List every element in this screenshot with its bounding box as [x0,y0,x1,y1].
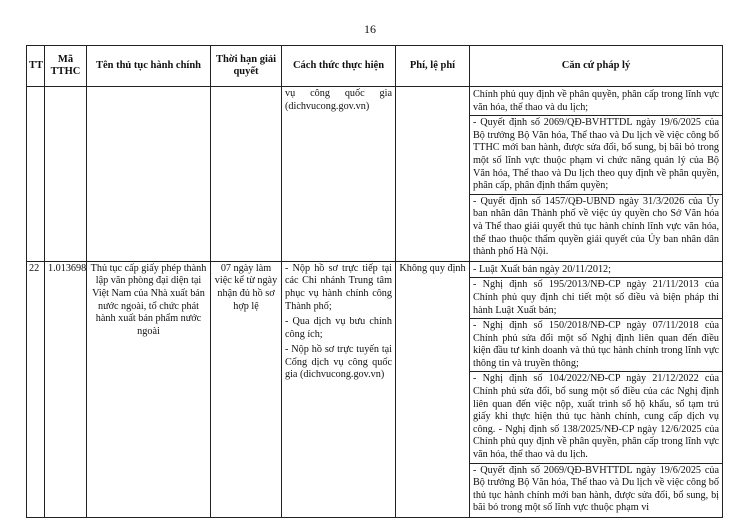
cell-tt [27,87,45,262]
cell-method [282,261,396,517]
cell-fee [396,87,470,262]
cell-legal [470,261,723,517]
header-tt: TT [27,46,45,87]
legal-basis-item: - Quyết định số 1457/QĐ-UBND ngày 31/3/2026 của Ủy ban nhân dân Thành phố về việc ủy quyền cho Sở Văn hóa và Thể thao giải quyết thủ tục hành chính lĩnh vực văn hóa, thể thao thuộc thẩm quyền giải quyết của Ủy ban nhân dân thành phố Hà Nội. [473,195,719,258]
header-fee: Phí, lệ phí [396,46,470,87]
procedures-table [26,45,723,518]
cell-fee: Không quy định [396,261,470,517]
page-number: 16 [364,22,376,36]
cell-code [45,87,87,262]
header-legal: Căn cứ pháp lý [470,46,723,87]
legal-basis-item: - Quyết định số 2069/QĐ-BVHTTDL ngày 19/6/2025 của Bộ trưởng Bộ Văn hóa, Thể thao và Du lịch về việc công bố TTHC mới ban hành, được sửa đổi, bổ sung, bị bãi bỏ trong một số lĩnh vực thuộc phạm vi chức năng quản lý của Bộ Văn hóa, Thể thao và Du lịch theo quy định về phân quyền, phân cấp, phân định thẩm quyền; [470,116,722,195]
header-deadline: Thời hạn giải quyết [211,46,282,87]
legal-basis-item: Chính phủ quy định về phân quyền, phân cấp trong lĩnh vực văn hóa, thể thao và du lịch; [470,88,722,116]
table-row [27,261,723,517]
method-item: - Nộp hồ sơ trực tiếp tại các Chi nhánh Trung tâm phục vụ hành chính công Thành phố; [285,262,392,312]
table-row-continued [27,87,723,262]
cell-method: vụ công quốc gia (dichvucong.gov.vn) [282,87,396,262]
cell-name: Thủ tục cấp giấy phép thành lập văn phòng đại diện tại Việt Nam của Nhà xuất bản nước ngoài, tổ chức phát hành xuất bản phẩm nước ngoài [87,261,211,517]
header-code: Mã TTHC [45,46,87,87]
cell-code: 1.013698 [45,261,87,517]
method-item: - Qua dịch vụ bưu chính công ích; [285,316,392,340]
cell-deadline [211,87,282,262]
method-item: - Nộp hồ sơ trực tuyến tại Cổng dịch vụ công quốc gia (dichvucong.gov.vn) [285,344,392,381]
cell-legal [470,87,723,262]
header-name: Tên thủ tục hành chính [87,46,211,87]
legal-basis-item: - Luật Xuất bản ngày 20/11/2012; [470,263,722,279]
cell-deadline: 07 ngày làm việc kể từ ngày nhận đủ hồ sơ hợp lệ [211,261,282,517]
cell-name [87,87,211,262]
header-method: Cách thức thực hiện [282,46,396,87]
legal-basis-item: - Nghị định số 195/2013/NĐ-CP ngày 21/11/2013 của Chính phủ quy định chi tiết một số điều và biện pháp thi hành Luật Xuất bản; [470,278,722,319]
legal-basis-item: - Nghị định số 150/2018/NĐ-CP ngày 07/11/2018 của Chính phủ sửa đổi một số Nghị định liên quan đến điều kiện đầu tư kinh doanh và thủ tục hành chính trong lĩnh vực thông tin và truyền thông; [470,319,722,372]
legal-basis-item: - Quyết định số 2069/QĐ-BVHTTDL ngày 19/6/2025 của Bộ trưởng Bộ Văn hóa, Thể thao và Du lịch về việc công bố thủ tục hành chính mới ban hành, được sửa đổi, bổ sung, bị bãi bỏ trong một số lĩnh vực thuộc phạm vi [473,464,719,514]
table-header-row [27,46,723,87]
cell-tt: 22 [27,261,45,517]
legal-basis-item: - Nghị định số 104/2022/NĐ-CP ngày 21/12/2022 của Chính phủ sửa đổi, bổ sung một số điều của các Nghị định liên quan đến việc nộp, xuất trình sổ hộ khẩu, sổ tạm trú giấy khi thực hiện thủ tục hành chính, cung cấp dịch vụ công. - Nghị định số 138/2025/NĐ-CP ngày 12/6/2025 của Chính phủ quy định về phân quyền, phân cấp trong lĩnh vực văn hóa, thể thao và du lịch. [470,372,722,463]
